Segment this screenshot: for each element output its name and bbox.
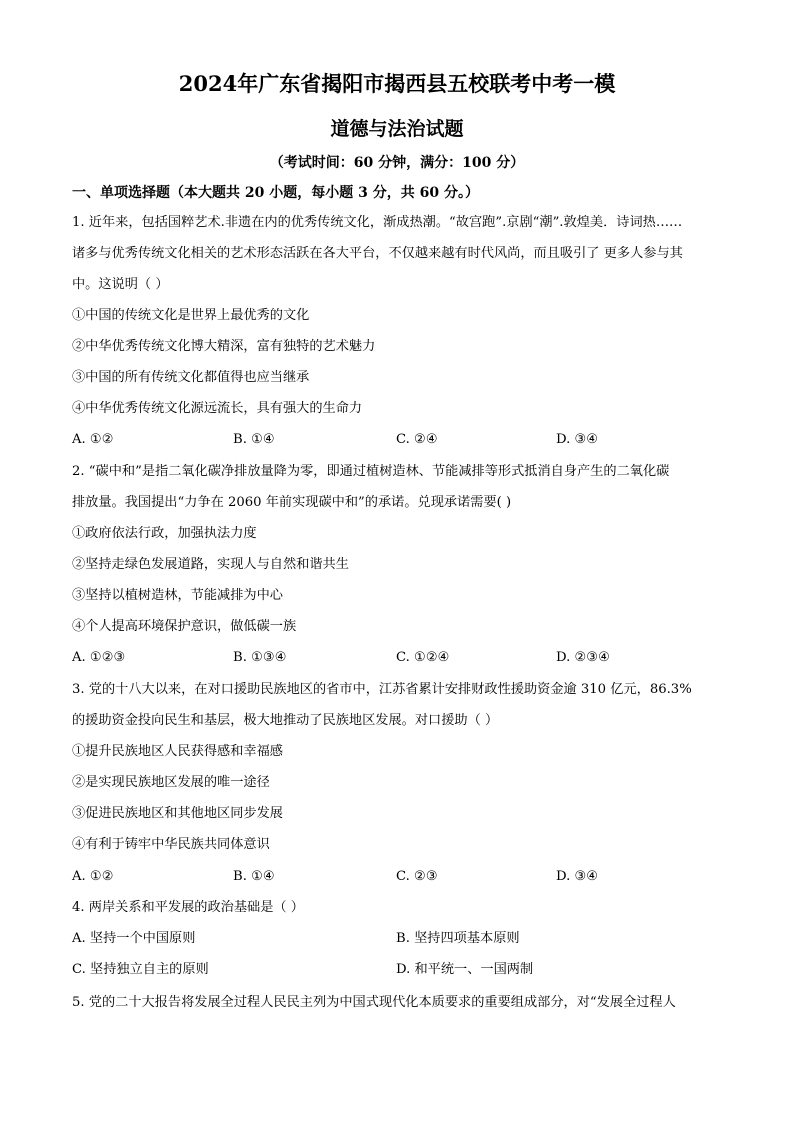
q1-statement: ③中国的所有传统文化都值得也应当继承: [72, 370, 310, 385]
q2-option-b: B. ①③④: [233, 650, 287, 665]
q4-option-b: B. 坚持四项基本原则: [396, 931, 520, 946]
q3-statement: ②是实现民族地区发展的唯一途径: [72, 775, 270, 790]
exam-subtitle: 道德与法治试题: [330, 118, 464, 140]
q1-statement: ④中华优秀传统文化源远流长，具有强大的生命力: [72, 401, 363, 416]
q1-option-a: A. ①②: [72, 432, 114, 447]
q3-statement: ①提升民族地区人民获得感和幸福感: [72, 744, 283, 759]
q1-option-b: B. ①④: [233, 432, 275, 447]
q1-stem-line: 1. 近年来，包括国粹艺术.非遗在内的优秀传统文化，渐成热潮。“故宫跑”.京剧“潮”.敦煌美．诗词热……: [72, 215, 683, 230]
q2-statement: ②坚持走绿色发展道路，实现人与自然和谐共生: [72, 557, 349, 572]
q4-option-c: C. 坚持独立自主的原则: [72, 962, 209, 977]
q1-option-d: D. ③④: [556, 432, 599, 447]
section-heading: 一、单项选择题（本大题共 20 小题，每小题 3 分，共 60 分。）: [72, 185, 479, 201]
q4-stem-line: 4. 两岸关系和平发展的政治基础是（ ）: [72, 900, 304, 915]
q2-stem-line: 2. “碳中和”是指二氧化碳净排放量降为零，即通过植树造林、节能减排等形式抵消自身产生的二氧化碳: [72, 464, 670, 479]
q3-stem-line: 3. 党的十八大以来，在对口援助民族地区的省市中，江苏省累计安排财政性援助资金逾 310 亿元，86.3%: [72, 682, 692, 697]
q3-option-a: A. ①②: [72, 869, 114, 884]
q2-statement: ①政府依法行政，加强执法力度: [72, 526, 257, 541]
q2-option-d: D. ②③④: [556, 650, 610, 665]
q1-stem-line: 诸多与优秀传统文化相关的艺术形态活跃在各大平台，不仅越来越有时代风尚，而且吸引了 更多人参与其: [72, 246, 683, 261]
q3-statement: ③促进民族地区和其他地区同步发展: [72, 806, 283, 821]
q3-option-b: B. ①④: [233, 869, 275, 884]
q2-option-c: C. ①②④: [396, 650, 450, 665]
q3-stem-line: 的援助资金投向民生和基层，极大地推动了民族地区发展。对口援助（ ）: [72, 713, 499, 728]
q3-option-c: C. ②③: [396, 869, 438, 884]
q3-option-d: D. ③④: [556, 869, 599, 884]
q2-statement: ③坚持以植树造林，节能减排为中心: [72, 588, 283, 603]
q4-option-a: A. 坚持一个中国原则: [72, 931, 196, 946]
q1-statement: ①中国的传统文化是世界上最优秀的文化: [72, 308, 310, 323]
q5-stem-line: 5. 党的二十大报告将发展全过程人民民主列为中国式现代化本质要求的重要组成部分，对“发展全过程人: [72, 995, 676, 1010]
q3-statement: ④有利于铸牢中华民族共同体意识: [72, 837, 270, 852]
q1-statement: ②中华优秀传统文化博大精深，富有独特的艺术魅力: [72, 339, 376, 354]
q1-option-c: C. ②④: [396, 432, 438, 447]
q2-statement: ④个人提高环境保护意识，做低碳一族: [72, 619, 297, 634]
exam-title: 2024年广东省揭阳市揭西县五校联考中考一模: [178, 71, 616, 96]
q4-option-d: D. 和平统一、一国两制: [396, 962, 534, 977]
exam-note: （考试时间：60 分钟，满分：100 分）: [269, 155, 525, 171]
q1-stem-line: 中。这说明（ ）: [72, 277, 169, 292]
q2-option-a: A. ①②③: [72, 650, 126, 665]
q2-stem-line: 排放量。我国提出“力争在 2060 年前实现碳中和”的承诺。兑现承诺需要( ): [72, 495, 512, 510]
